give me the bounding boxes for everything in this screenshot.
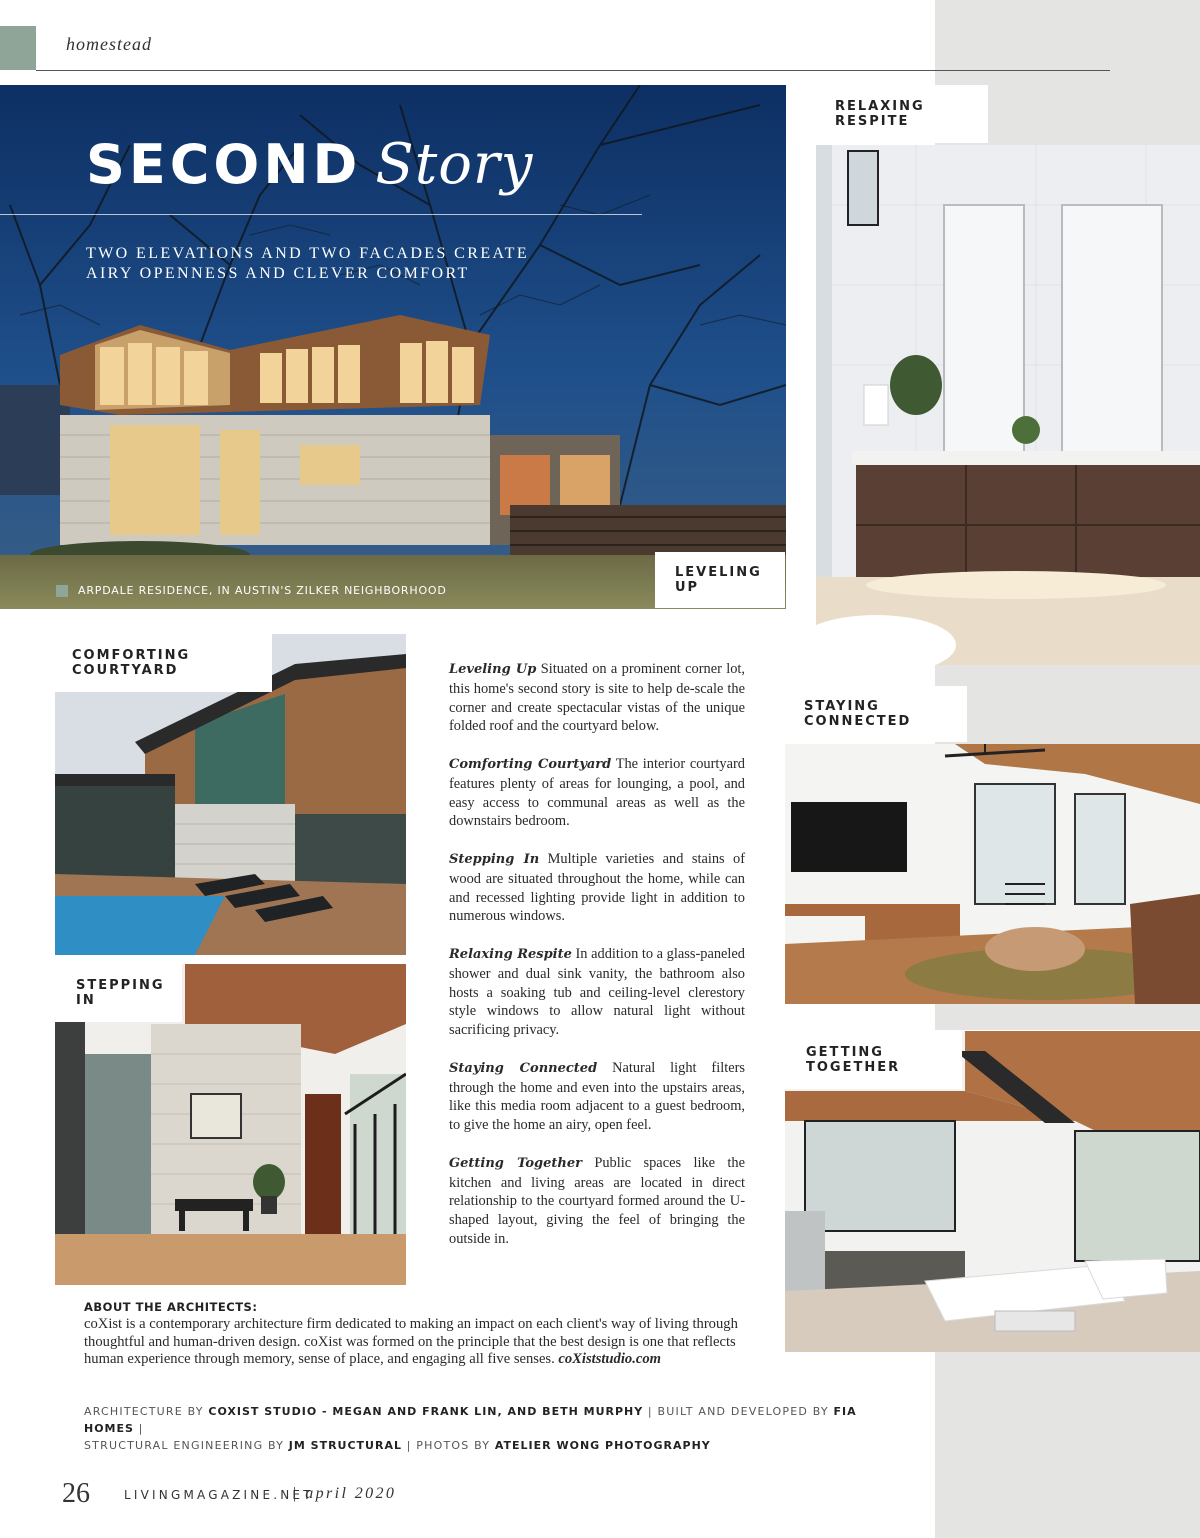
credit-structural: JM STRUCTURAL — [288, 1439, 402, 1452]
footer-site: LIVINGMAGAZINE.NET — [124, 1488, 314, 1502]
hero-caption — [56, 584, 447, 597]
article-body — [449, 660, 745, 1268]
body-paragraph — [449, 755, 745, 831]
paragraph-text: Situated on a prominent corner lot, this home's second story is site to help de-scale the corner and create spectacular vistas of the unique folded roof and the courtyard below. — [449, 661, 746, 735]
credit-builder: FIA HOMES — [84, 1405, 857, 1435]
section-tab — [0, 26, 36, 70]
label-staying-connected: STAYING CONNECTED — [785, 686, 967, 742]
credit-architect: COXIST STUDIO - MEGAN AND FRANK LIN, AND BETH MURPHY — [208, 1405, 644, 1418]
credit-label: | BUILT AND DEVELOPED BY — [643, 1405, 834, 1418]
credit-label: STRUCTURAL ENGINEERING BY — [84, 1439, 289, 1452]
about-body: coXist is a contemporary architecture firm dedicated to making an impact on each client's way of living through thoughtful and human-driven design. coXist was formed on the principle that the best design is one that reflects human experience through memory, sense of place, and engaging all five senses. — [84, 1316, 738, 1367]
body-paragraph — [449, 945, 745, 1040]
about-heading: ABOUT THE ARCHITECTS: — [84, 1300, 258, 1314]
label-stepping-in: STEPPING IN — [55, 964, 182, 1022]
caption-square-icon — [56, 585, 68, 597]
credits — [84, 1403, 884, 1454]
paragraph-lead: Getting Together — [449, 1155, 582, 1171]
body-paragraph — [449, 1059, 745, 1135]
credit-label: ARCHITECTURE BY — [84, 1405, 209, 1418]
article-subtitle: TWO ELEVATIONS AND TWO FACADES CREATE AIRY OPENNESS AND CLEVER COMFORT — [86, 245, 530, 282]
label-comforting-courtyard: COMFORTING COURTYARD — [55, 634, 272, 692]
credit-photographer: ATELIER WONG PHOTOGRAPHY — [494, 1439, 711, 1452]
paragraph-lead: Staying Connected — [449, 1060, 598, 1076]
gray-band-bottom — [935, 1352, 1200, 1538]
photo-bathroom — [816, 145, 1200, 665]
body-paragraph — [449, 1154, 745, 1249]
paragraph-lead: Stepping In — [449, 851, 540, 867]
body-paragraph — [449, 660, 745, 736]
paragraph-lead: Comforting Courtyard — [449, 756, 612, 772]
about-text — [84, 1316, 754, 1369]
article-title-bold: SECOND — [86, 133, 362, 196]
label-leveling-up: LEVELING UP — [655, 552, 785, 608]
section-name: homestead — [66, 34, 152, 54]
paragraph-lead: Relaxing Respite — [449, 946, 572, 962]
title-rule — [0, 214, 642, 215]
credit-label: | PHOTOS BY — [401, 1439, 495, 1452]
paragraph-text: In addition to a glass-paneled shower and dual sink vanity, the bathroom also hosts a soaking tub and ceiling-level clerestory style windows to allow natural light without sacrificing privacy. — [449, 945, 745, 1039]
header-rule — [36, 70, 1110, 71]
label-relaxing-respite: RELAXING RESPITE — [815, 85, 988, 143]
photo-media-room — [785, 744, 1200, 1004]
paragraph-text: The interior courtyard features plenty of areas for lounging, a pool, and easy access to communal areas as well as the downstairs bedroom. — [449, 755, 745, 830]
label-getting-together: GETTING TOGETHER — [785, 1031, 962, 1089]
body-paragraph — [449, 850, 745, 926]
article-title — [86, 132, 533, 197]
paragraph-text: Natural light filters through the home and even into the upstairs areas, like this media room adjacent to a guest bedroom, to give the home an airy, open feel. — [449, 1059, 745, 1134]
footer-date: | april 2020 — [292, 1485, 397, 1502]
credit-separator: | — [133, 1422, 144, 1435]
paragraph-text: Public spaces like the kitchen and living areas are located in direct relationship to the courtyard formed around the U-shaped layout, giving the feel of bringing the outside in. — [449, 1154, 745, 1247]
hero-caption-text: ARPDALE RESIDENCE, IN AUSTIN'S ZILKER NEIGHBORHOOD — [78, 584, 447, 597]
paragraph-text: Multiple varieties and stains of wood are situated throughout the home, while can and recessed lighting provide light in addition to numerous windows. — [449, 850, 746, 925]
paragraph-lead: Leveling Up — [449, 662, 537, 677]
architect-website-link[interactable]: coXiststudio.com — [558, 1351, 661, 1367]
page-number: 26 — [62, 1478, 90, 1509]
article-title-italic: Story — [375, 132, 534, 197]
